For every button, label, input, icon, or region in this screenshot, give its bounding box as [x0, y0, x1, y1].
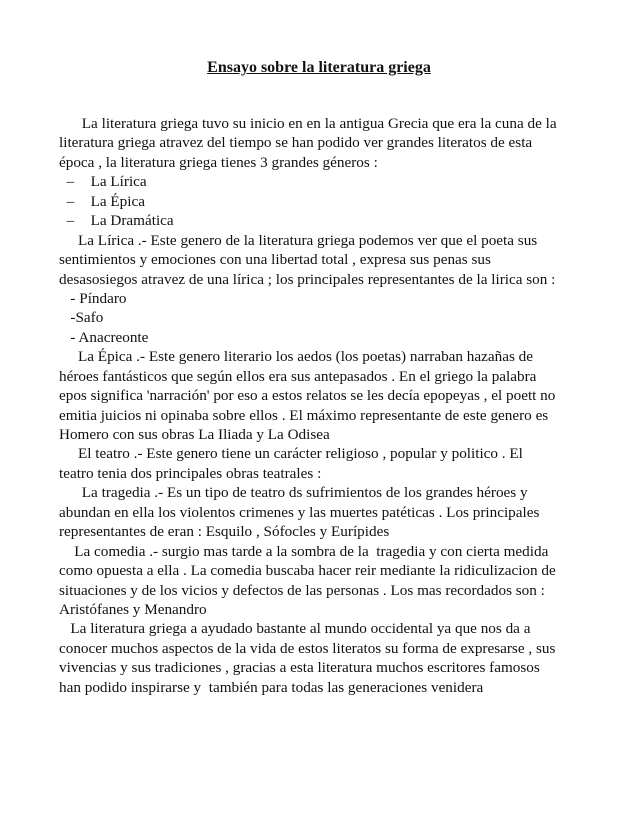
text-line: han podido inspirarse y también para todas las generaciones venidera: [59, 678, 484, 696]
text-line: Homero con sus obras La Iliada y La Odisea: [59, 426, 330, 443]
text-line: La tragedia .- Es un tipo de teatro ds sufrimientos de los grandes héroes y: [59, 484, 528, 502]
text-line: situaciones y de los vicios y defectos de las personas . Los mas recordados son :: [59, 581, 545, 599]
text-line: teatro tenia dos principales obras teatrales :: [59, 464, 322, 482]
text-line: conocer muchos aspectos de la vida de estos literatos su forma de expresarse , sus: [59, 639, 556, 657]
text-line: desasosiegos atravez de una lírica ; los principales representantes de la lirica son :: [59, 270, 556, 288]
text-line: sentimientos y emociones con una libertad total , expresa sus penas sus: [59, 251, 491, 269]
text-line: como opuesta a ella . La comedia buscaba hacer reir mediante la ridiculizacion de: [59, 562, 556, 580]
list-bullet: –: [66, 192, 75, 210]
list-item: La Lírica: [90, 173, 147, 191]
text-line: época , la literatura griega tienes 3 grandes géneros :: [59, 153, 378, 171]
text-line: - Anacreonte: [59, 328, 149, 346]
text-line: vivencias y sus tradiciones , gracias a esta literatura muchos escritores famosos: [59, 659, 540, 677]
text-line: abundan en ella los violentos crimenes y las muertes patéticas . Los principales: [59, 503, 540, 521]
text-line: La Épica .- Este genero literario los aedos (los poetas) narraban hazañas de: [59, 348, 533, 366]
text-line: emitia juicios ni opinaba sobre ellos . El máximo representante de este genero es: [59, 406, 549, 424]
list-item: La Épica: [90, 192, 145, 210]
list-item: La Dramática: [90, 212, 174, 230]
text-line: héroes fantásticos que según ellos era sus antepasados . En el griego la palabra: [59, 367, 537, 385]
document-body: [59, 114, 579, 697]
text-line: La literatura griega tuvo su inicio en en la antigua Grecia que era la cuna de la: [59, 115, 557, 132]
list-bullet: –: [66, 212, 75, 230]
text-line: [59, 192, 579, 211]
document-title: Ensayo sobre la literatura griega: [207, 59, 431, 76]
text-line: literatura griega atravez del tiempo se han podido ver grandes literatos de esta: [59, 134, 533, 152]
text-line: representantes de eran : Esquilo , Sófocles y Eurípides: [59, 523, 390, 541]
text-line: - Píndaro: [59, 289, 127, 307]
text-line: La literatura griega a ayudado bastante al mundo occidental ya que nos da a: [59, 620, 531, 638]
text-line: [59, 211, 579, 230]
text-line: -Safo: [59, 309, 104, 327]
list-bullet: –: [66, 173, 75, 191]
text-line: [59, 172, 579, 191]
text-line: La comedia .- surgio mas tarde a la sombra de la tragedia y con cierta medida: [59, 542, 549, 560]
text-line: epos significa 'narración' por eso a estos relatos se les decía epopeyas , el poett no: [59, 387, 556, 405]
text-line: La Lírica .- Este genero de la literatura griega podemos ver que el poeta sus: [59, 231, 538, 249]
text-line: Aristófanes y Menandro: [59, 600, 207, 618]
text-line: El teatro .- Este genero tiene un carácter religioso , popular y politico . El: [59, 445, 523, 463]
